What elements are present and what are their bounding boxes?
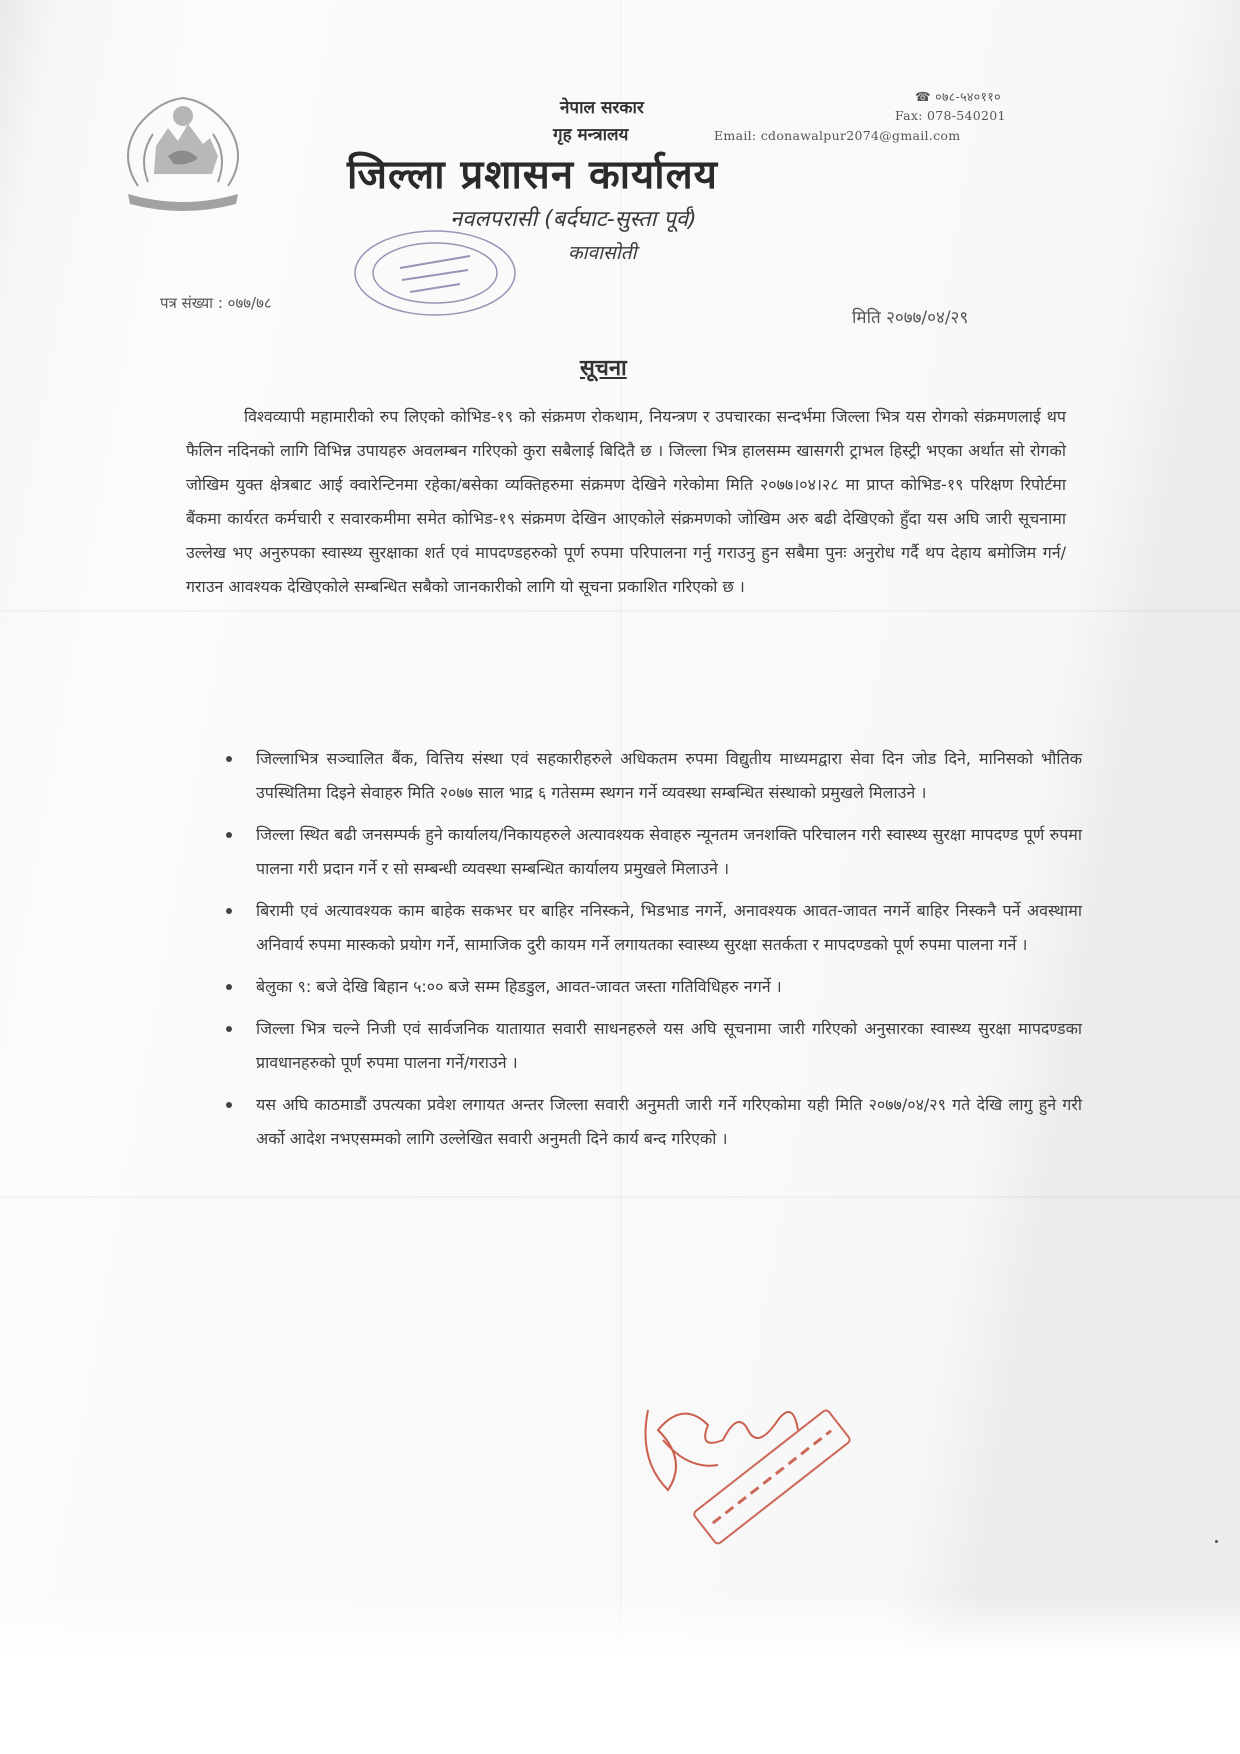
list-item: बिरामी एवं अत्यावश्यक काम बाहेक सकभर घर बाहिर ननिस्कने, भिडभाड नगर्ने, अनावश्यक आवत-जावत नगर्ने बाहिर निस्कनै पर्ने अवस्थामा अनिवार्य रुपमा मास्कको प्रयोग गर्ने, सामाजिक दुरी कायम गर्ने लगायतका स्वास्थ्य सुरक्षा सतर्कता र मापदण्डको पूर्ण रुपमा पालना गर्ने । xyxy=(212,894,1082,962)
office-title: जिल्ला प्रशासन कार्यालय xyxy=(347,152,718,198)
email-address: Email: cdonawalpur2074@gmail.com xyxy=(714,128,961,143)
ministry-name: गृह मन्त्रालय xyxy=(553,125,629,145)
list-item: जिल्ला स्थित बढी जनसम्पर्क हुने कार्यालय/निकायहरुले अत्यावश्यक सेवाहरु न्यूनतम जनशक्ति परिचालन गरी स्वास्थ्य सुरक्षा मापदण्ड पूर्ण रुपमा पालना गरी प्रदान गर्ने र सो सम्बन्धी व्यवस्था सम्बन्धित कार्यालय प्रमुखले मिलाउने । xyxy=(212,818,1082,886)
phone-number: ☎ ०७८-५४०११० xyxy=(915,89,1001,104)
district-name: नवलपरासी (बर्दघाट-सुस्ता पूर्व) xyxy=(450,207,697,232)
list-item: जिल्ला भित्र चल्ने निजी एवं सार्वजनिक यातायात सवारी साधनहरुले यस अघि सूचनामा जारी गरिएको अनुसारका स्वास्थ्य सुरक्षा मापदण्डका प्रावधानहरुको पूर्ण रुपमा पालना गर्ने/गराउने । xyxy=(212,1012,1082,1080)
letter-number: पत्र संख्या : ०७७/७८ xyxy=(160,294,272,312)
list-item: जिल्लाभित्र सञ्चालित बैंक, वित्तिय संस्था एवं सहकारीहरुले अधिकतम रुपमा विद्युतीय माध्यमद्वारा सेवा दिन जोड दिने, मानिसको भौतिक उपस्थितिमा दिइने सेवाहरु मिति २०७७ साल भाद्र ६ गतेसम्म स्थगन गर्ने व्यवस्था सम्बन्धित संस्थाको प्रमुखले मिलाउने । xyxy=(212,742,1082,810)
bullet-icon xyxy=(226,756,232,762)
bullet-icon xyxy=(226,984,232,990)
bullet-icon xyxy=(226,1026,232,1032)
government-name: नेपाल सरकार xyxy=(560,98,644,118)
list-item: यस अघि काठमाडौं उपत्यका प्रवेश लगायत अन्तर जिल्ला सवारी अनुमती जारी गर्ने गरिएकोमा यही मिति २०७७/०४/२९ गते देखि लागु हुने गरी अर्को आदेश नभएसम्मको लागि उल्लेखित सवारी अनुमती दिने कार्य बन्द गरिएको । xyxy=(212,1088,1082,1156)
town-name: कावासोती xyxy=(568,242,637,264)
office-seal-icon xyxy=(340,218,530,328)
edge-mark xyxy=(1215,1540,1218,1543)
bullet-icon xyxy=(226,908,232,914)
bullet-icon xyxy=(226,1102,232,1108)
letter-date: मिति २०७७/०४/२९ xyxy=(852,308,969,328)
list-item: बेलुका ९: बजे देखि बिहान ५:०० बजे सम्म हिडडुल, आवत-जावत जस्ता गतिविधिहरु नगर्ने । xyxy=(212,970,1082,1004)
directive-list xyxy=(212,742,1082,1164)
page-bottom-margin xyxy=(0,1594,1240,1754)
fax-number: Fax: 078-540201 xyxy=(895,108,1006,123)
nepal-emblem-icon xyxy=(108,86,258,216)
bullet-icon xyxy=(226,832,232,838)
notice-title: सूचना xyxy=(580,356,627,381)
signature-with-seal xyxy=(628,1370,858,1570)
notice-intro: विश्वव्यापी महामारीको रुप लिएको कोभिड-१९ को संक्रमण रोकथाम, नियन्त्रण र उपचारका सन्दर्भमा जिल्ला भित्र यस रोगको संक्रमणलाई थप फैलिन नदिनको लागि विभिन्न उपायहरु अवलम्बन गरिएको कुरा सबैलाई बिदितै छ । जिल्ला भित्र हालसम्म खासगरी ट्राभल हिस्ट्री भएका अर्थात सो रोगको जोखिम युक्त क्षेत्रबाट आई क्वारेन्टिनमा रहेका/बसेका व्यक्तिहरुमा संक्रमण देखिने गरेकोमा मिति २०७७।०४।२८ मा प्राप्त कोभिड-१९ परिक्षण रिपोर्टमा बैंकमा कार्यरत कर्मचारी र सवारकमीमा समेत कोभिड-१९ संक्रमण देखिन आएकोले संक्रमणको जोखिम अरु बढी देखिएको हुँदा यस अघि जारी सूचनामा उल्लेख भए अनुरुपका स्वास्थ्य सुरक्षाका शर्त एवं मापदण्डहरुको पूर्ण रुपमा परिपालना गर्नु गराउनु हुन सबैमा पुनः अनुरोध गर्दै थप देहाय बमोजिम गर्न/गराउन आवश्यक देखिएकोले सम्बन्धित सबैको जानकारीको लागि यो सूचना प्रकाशित गरिएको छ । xyxy=(186,407,1066,596)
